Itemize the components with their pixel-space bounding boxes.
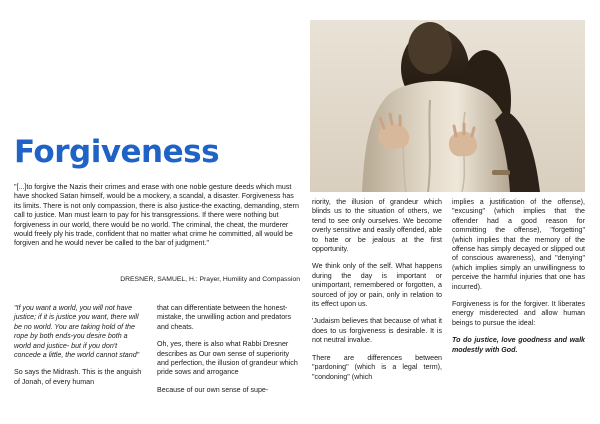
opening-quote: "[...]to forgive the Nazis their crimes and erase with one noble gesture deeds which must have shocked Satan himself, would be a mockery, a scandal, a disaster. Forgiveness has its limits. There is not only compassion, there is also justice-the exacting, demanding, stern call to justice. Man must learn to pay for his transgressions. If there were nothing but forgiveness in our world, there would be no world. The criminal, the cheat, the murderer would freely ply his trade, confident that no matter what crime he committed, all would be forgiven and he would never be called to the bar of judgment." [14, 183, 299, 248]
embrace-photo [310, 20, 585, 192]
paragraph: riority, the illusion of grandeur which blinds us to the situation of others, we tend to see only ourselves. We become overly sensitive and easily offended, able to hate or be jealous at the first opportunity. [312, 198, 442, 254]
paragraph: Oh, yes, there is also what Rabbi Dresner describes as Our own sense of superiority and perfection, the illusion of grandeur which pride sows and arrogance [157, 340, 298, 377]
paragraph: There are differences between "pardoning" (which is a legal term), "condoning" (which [312, 353, 442, 381]
paragraph: 'Judaism believes that because of what it does to us forgiveness is desirable. It is not neutral invalue. [312, 317, 442, 345]
paragraph: Because of our own sense of supe- [157, 385, 269, 394]
paragraph: Forgiveness is for the forgiver. It liberates energy misderected and allow human beings to pursue the ideal: [452, 300, 585, 327]
column-4 [452, 198, 585, 363]
closing-line: To do justice, love goodness and walk modestly with God. [452, 336, 585, 354]
paragraph: So says the Midrash. This is the anguish of Jonah, of every human [14, 368, 142, 386]
column-3 [312, 198, 442, 390]
paragraph: We think only of the self. What happens during the day is important or unimportant, remembered or forgotten, a sourced of joy or pain, only in relation to its effect upon us. [312, 262, 442, 309]
paragraph: that can differentiate between the honest-mistake, the unwilling action and predators and cheats. [157, 304, 292, 331]
quote-attribution: DRESNER, SAMUEL, H.: Prayer, Humility and Compassion [120, 276, 300, 283]
column-1 [14, 304, 144, 395]
paragraph: implies a justification of the offense), "excusing" (which implies that the offender had a good reason for committing the offense), "forgetting" (which implies that the memory of the offense has simply decayed or slipped out of conscious awareness), and "denying" (which implies simply an unwillingness to perceive the harmful injuries that one has incurred). [452, 198, 585, 291]
column-2 [157, 304, 300, 403]
midrash-quote: "If you want a world, you will not have justice; if it is justice you want, there will be no world. You are taking hold of the rope by both ends-you desire both a world and justice- but if you don't concede a little, the world cannot stand" [14, 304, 140, 360]
page-title: Forgiveness [14, 134, 220, 170]
